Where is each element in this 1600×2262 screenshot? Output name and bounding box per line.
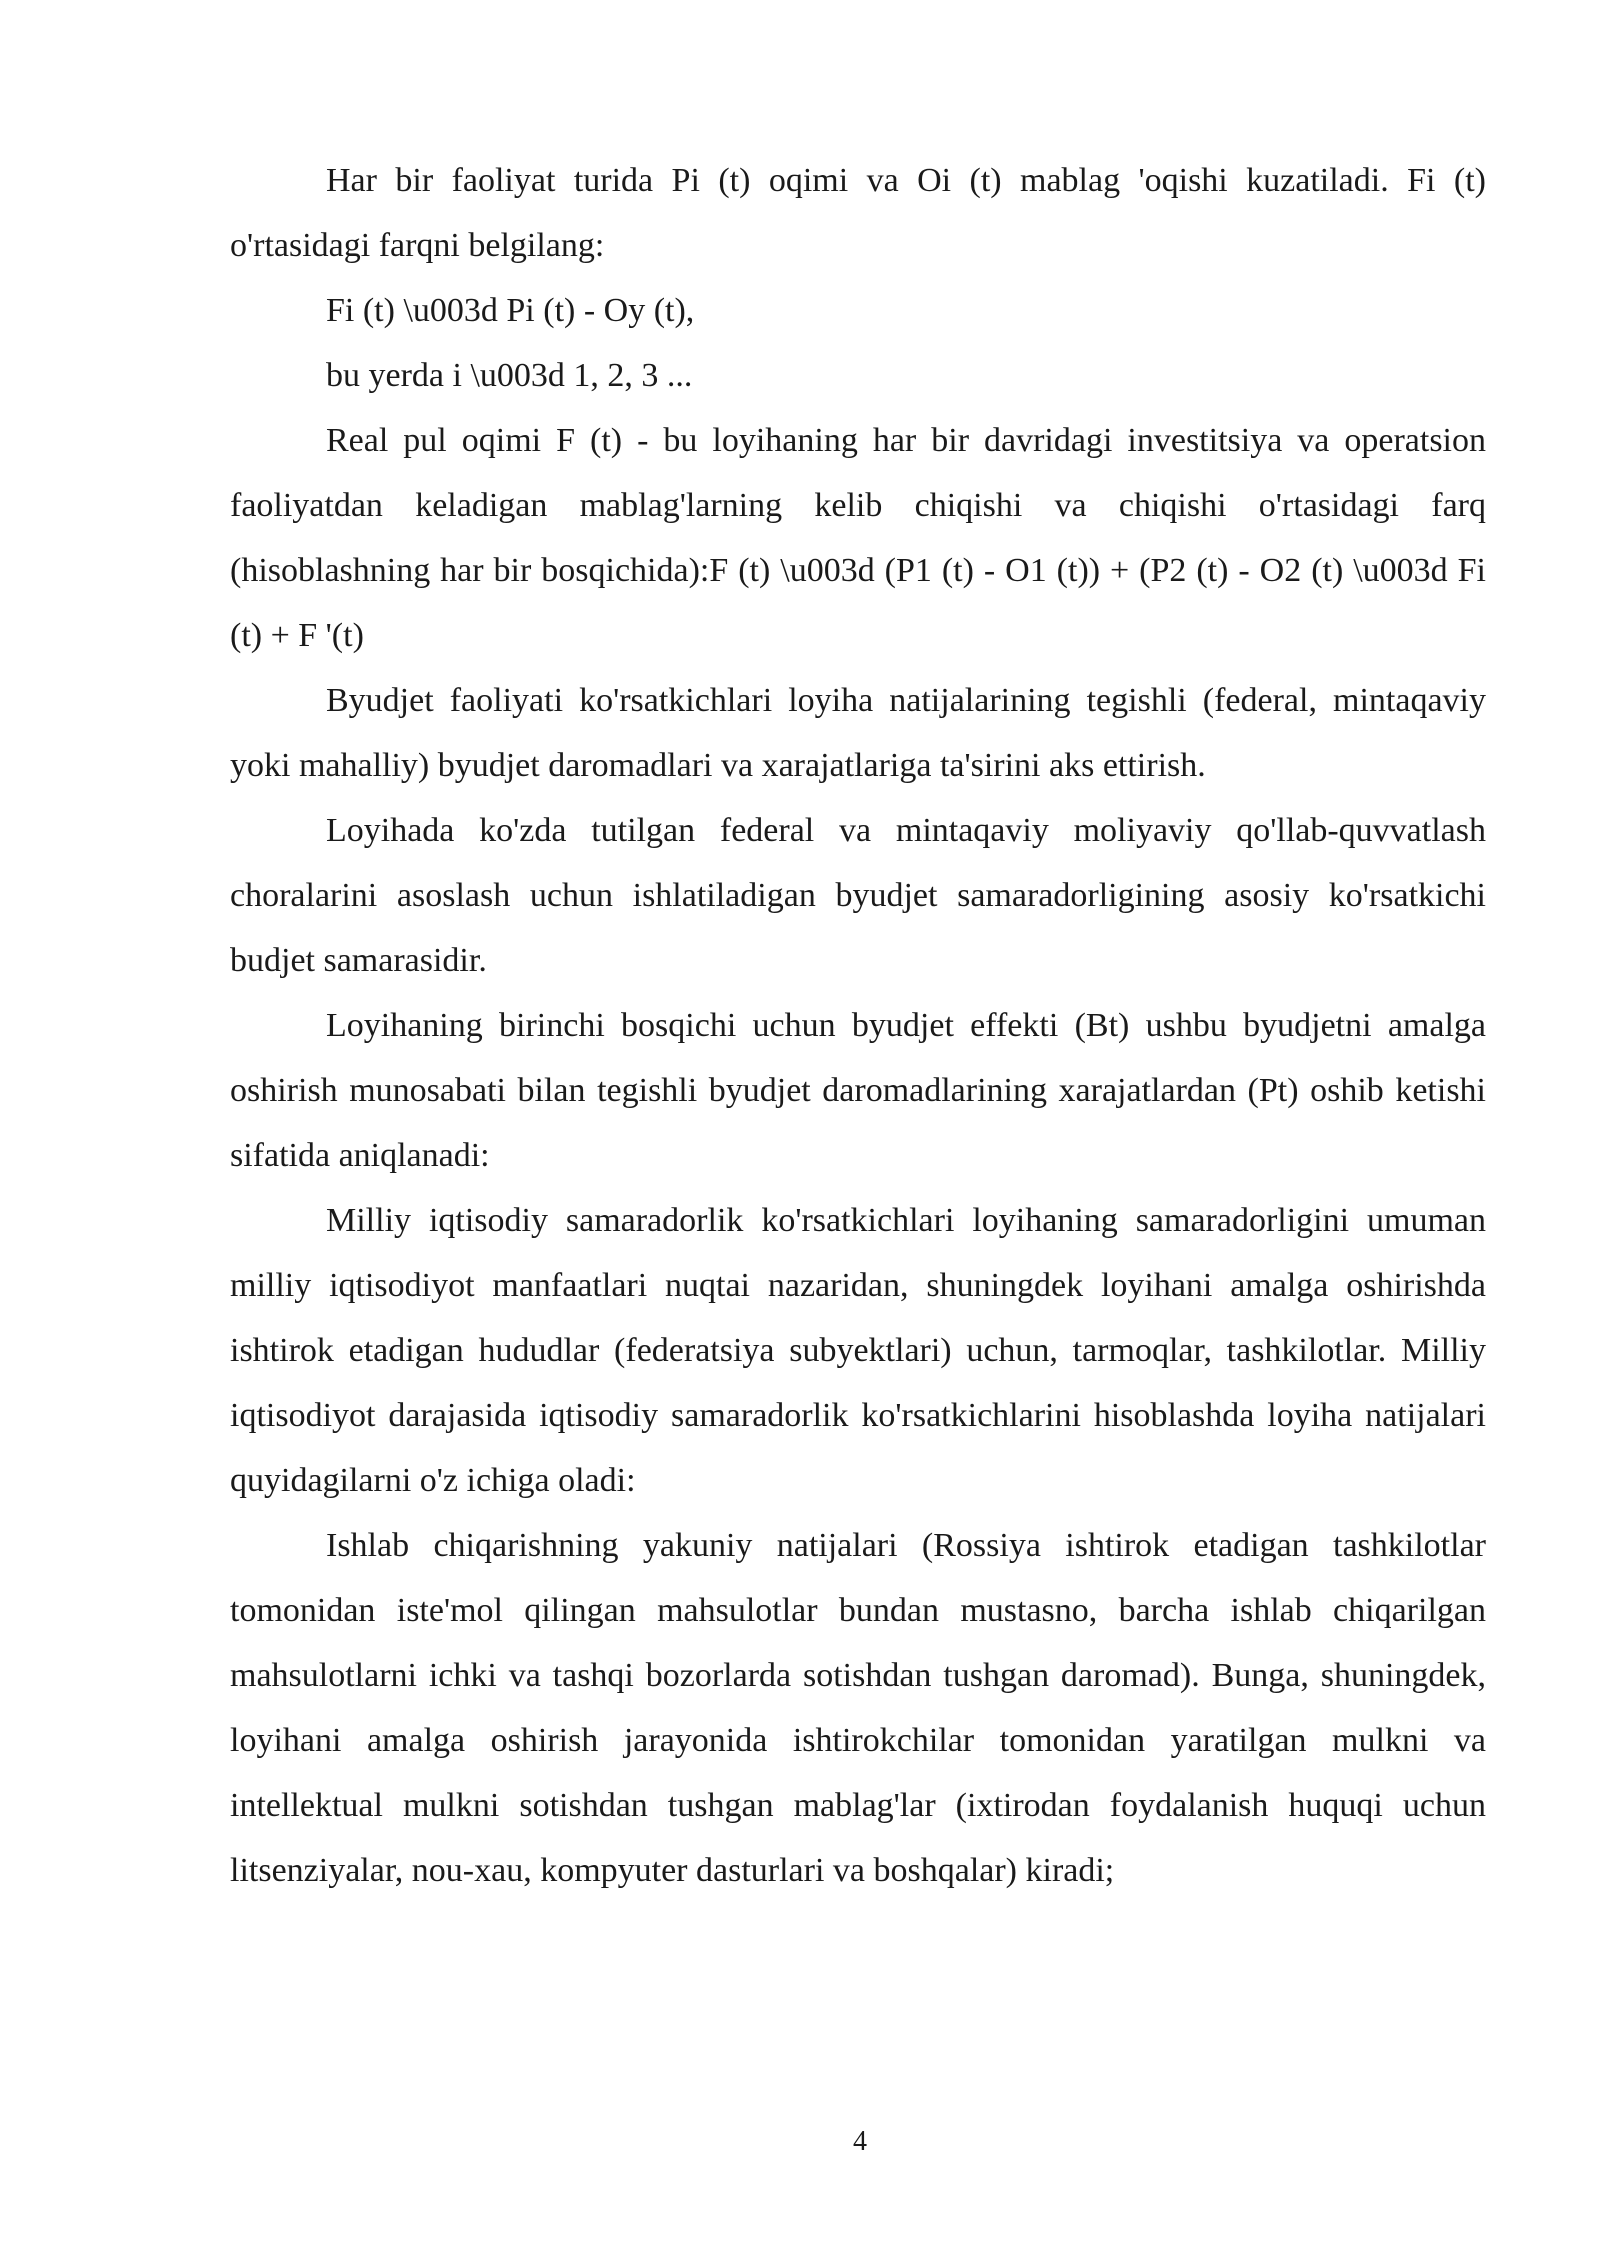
formula-fi: Fi (t) \u003d Pi (t) - Oy (t),: [326, 292, 695, 329]
paragraph-flows: Har bir faoliyat turida Pi (t) oqimi va Oi (t) mablag 'oqishi kuzatiladi. Fi (t) o'rtasidagi farqni belgilang:: [230, 162, 1486, 264]
body-text: [230, 148, 1486, 1903]
paragraph-budget-indicators: Byudjet faoliyati ko'rsatkichlari loyiha natijalarining tegishli (federal, mintaqaviy yoki mahalliy) byudjet daromadlari va xarajatlariga ta'sirini aks ettirish.: [230, 682, 1486, 784]
paragraph-first-stage-effect: Loyihaning birinchi bosqichi uchun byudjet effekti (Bt) ushbu byudjetni amalga oshirish munosabati bilan tegishli byudjet daromadlarining xarajatlardan (Pt) oshib ketishi sifatida aniqlanadi:: [230, 1007, 1486, 1174]
paragraph-budget-effect-definition: Loyihada ko'zda tutilgan federal va mintaqaviy moliyaviy qo'llab-quvvatlash choralarini asoslash uchun ishlatiladigan byudjet samaradorligining asosiy ko'rsatkichi budjet samarasidir.: [230, 812, 1486, 979]
formula-index-range: bu yerda i \u003d 1, 2, 3 ...: [326, 357, 693, 394]
paragraph-real-cash-flow: Real pul oqimi F (t) - bu loyihaning har bir davridagi investitsiya va operatsion faoliyatdan keladigan mablag'larning kelib chiqishi va chiqishi o'rtasidagi farq (hisoblashning har bir bosqichida):F (t) \u003d (P1 (t) - O1 (t)) + (P2 (t) - O2 (t) \u003d Fi (t) + F '(t): [230, 422, 1486, 654]
paragraph-production-results: Ishlab chiqarishning yakuniy natijalari (Rossiya ishtirok etadigan tashkilotlar tomonidan iste'mol qilingan mahsulotlar bundan mustasno, barcha ishlab chiqarilgan mahsulotlarni ichki va tashqi bozorlarda sotishdan tushgan daromad). Bunga, shuningdek, loyihani amalga oshirish jarayonida ishtirokchilar tomonidan yaratilgan mulkni va intellektual mulkni sotishdan tushgan mablag'lar (ixtirodan foydalanish huquqi uchun litsenziyalar, nou-xau, kompyuter dasturlari va boshqalar) kiradi;: [230, 1527, 1486, 1889]
page-number: 4: [853, 2126, 867, 2157]
paragraph-national-efficiency: Milliy iqtisodiy samaradorlik ko'rsatkichlari loyihaning samaradorligini umuman milliy iqtisodiyot manfaatlari nuqtai nazaridan, shuningdek loyihani amalga oshirishda ishtirok etadigan hududlar (federatsiya subyektlari) uchun, tarmoqlar, tashkilotlar. Milliy iqtisodiyot darajasida iqtisodiy samaradorlik ko'rsatkichlarini hisoblashda loyiha natijalari quyidagilarni o'z ichiga oladi:: [230, 1202, 1486, 1499]
